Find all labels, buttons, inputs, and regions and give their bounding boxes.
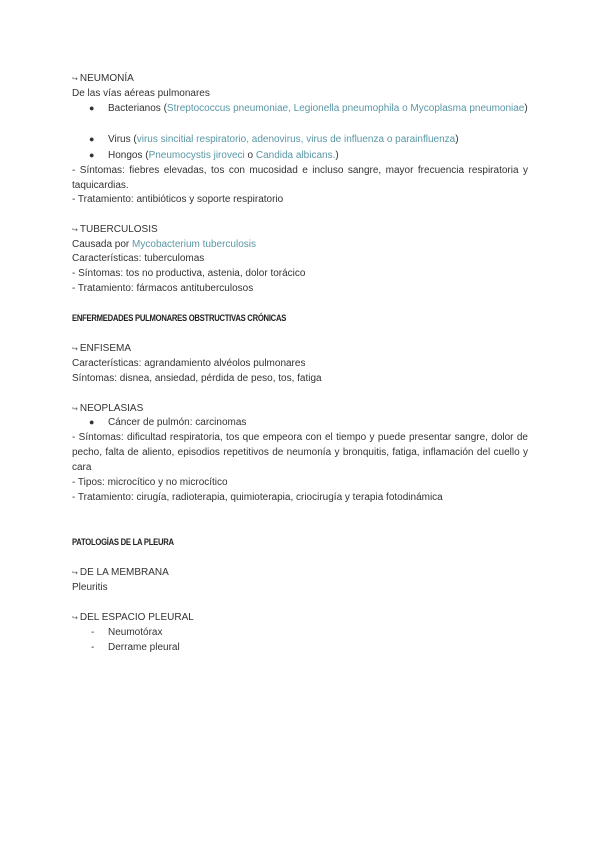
section-espacio-title (72, 610, 194, 626)
heading-pleura: PATOLOGÍAS DE LA PLEURA (72, 537, 174, 547)
label: Virus ( (108, 134, 137, 145)
neumonia-intro: De las vías aéreas pulmonares (72, 88, 210, 99)
paren: ) (455, 134, 459, 145)
neoplasias-tipos: - Tipos: microcítico y no microcítico (72, 477, 228, 488)
species: Streptococcus pneumoniae, Legionella pneumophila o Mycoplasma pneumoniae (166, 103, 525, 114)
title-text: NEUMONÍA (79, 73, 134, 84)
list-item: Neumotórax (108, 627, 163, 638)
arrow-icon: ↪ (72, 406, 78, 413)
arrow-icon: ↪ (72, 570, 78, 577)
arrow-icon: ↪ (72, 346, 78, 353)
neoplasias-sintomas: - Síntomas: dificultad respiratoria, tos que empeora con el tiempo y puede presentar sangre, dolor de pecho, falta de aliento, episodios repetitivos de neumonía y bronquitis, fatiga, inflamación del cuello y cara (72, 432, 528, 473)
label: Bacterianos ( (108, 103, 167, 114)
tuberculosis-causa (72, 237, 256, 252)
conj: o (244, 150, 256, 161)
neumonia-sintomas: - Síntomas: fiebres elevadas, tos con mucosidad e incluso sangre, mayor frecuencia respiratoria y taquicardias. (72, 165, 528, 191)
title-text: DE LA MEMBRANA (79, 567, 169, 578)
bullet-icon: ● (89, 103, 95, 113)
paren: ) (335, 150, 339, 161)
section-tuberculosis-title (72, 222, 158, 238)
enfisema-caracteristicas: Características: agrandamiento alvéolos pulmonares (72, 358, 306, 369)
label: Hongos ( (108, 150, 149, 161)
enfisema-sintomas: Síntomas: disnea, ansiedad, pérdida de peso, tos, fatiga (72, 373, 322, 384)
bullet-icon: ● (89, 150, 95, 160)
title-text: ENFISEMA (79, 343, 131, 354)
title-text: NEOPLASIAS (79, 403, 144, 414)
title-text: TUBERCULOSIS (79, 224, 158, 235)
species: virus sincitial respiratorio, adenovirus, virus de influenza o parainfluenza (136, 134, 456, 145)
label: Causada por (72, 239, 133, 250)
title-text: DEL ESPACIO PLEURAL (79, 612, 194, 623)
arrow-icon: ↪ (72, 615, 78, 622)
agent: Mycobacterium tuberculosis (132, 239, 256, 250)
bullet-icon: ● (89, 134, 95, 144)
tuberculosis-tratamiento: - Tratamiento: fármacos antituberculosos (72, 283, 254, 294)
section-enfisema-title (72, 341, 131, 357)
neoplasias-tratamiento: - Tratamiento: cirugía, radioterapia, quimioterapia, criocirugía y terapia fotodinámica (72, 492, 443, 503)
species: Pneumocystis jiroveci (148, 150, 245, 161)
tuberculosis-caracteristicas: Características: tuberculomas (72, 253, 205, 264)
arrow-icon: ↪ (72, 227, 78, 234)
bullet-virus (108, 132, 459, 147)
bullet-cancer: Cáncer de pulmón: carcinomas (108, 417, 247, 428)
list-item: Derrame pleural (108, 642, 180, 653)
dash-icon: - (91, 642, 95, 653)
arrow-icon: ↪ (72, 76, 78, 83)
neumonia-tratamiento: - Tratamiento: antibióticos y soporte respiratorio (72, 194, 284, 205)
bullet-hongos (108, 148, 339, 163)
bullet-icon: ● (89, 417, 95, 427)
section-neumonia-title (72, 71, 134, 87)
heading-epoc: ENFERMEDADES PULMONARES OBSTRUCTIVAS CRÓNICAS (72, 313, 287, 323)
paren: ) (524, 103, 528, 114)
species: Candida albicans. (255, 150, 336, 161)
bullet-bacterianos (108, 101, 528, 116)
dash-icon: - (91, 627, 95, 638)
section-membrana-title (72, 565, 169, 581)
membrana-item: Pleuritis (72, 582, 108, 593)
tuberculosis-sintomas: - Síntomas: tos no productiva, astenia, dolor torácico (72, 268, 306, 279)
